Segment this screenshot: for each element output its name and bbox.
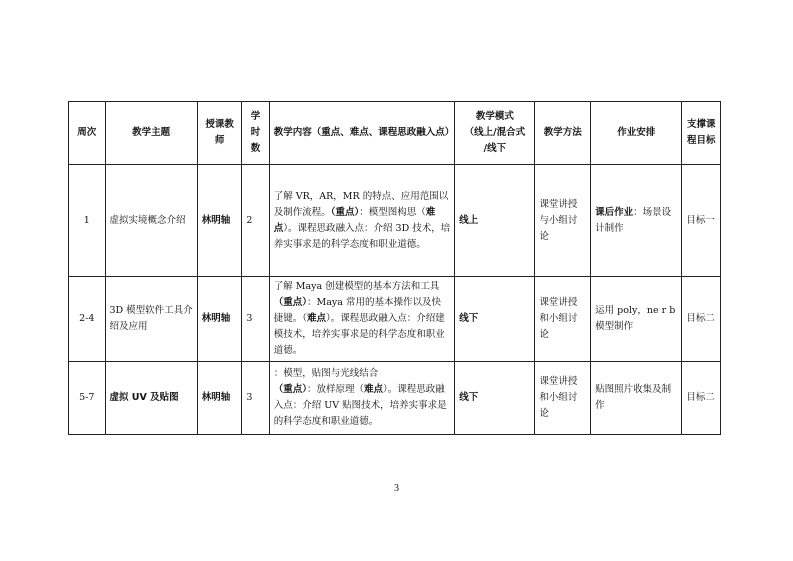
row-hours: 3 (242, 362, 269, 435)
row-content (269, 165, 455, 277)
header-homework: 作业安排 (591, 102, 682, 165)
row-method: 课堂讲授和小组讨论 (535, 277, 591, 362)
row-homework (591, 165, 682, 277)
row-teacher: 林明轴 (197, 362, 242, 435)
row-goal: 目标一 (682, 165, 721, 277)
header-content: 教学内容（重点、难点、课程思政融入点） (269, 102, 455, 165)
row-mode: 线上 (455, 165, 535, 277)
row-week: 5-7 (69, 362, 106, 435)
content-text: 了解 VR，AR，MR 的特点、应用范围以及制作流程。 (273, 190, 449, 218)
row-topic: 虚拟 UV 及贴图 (105, 362, 197, 435)
row-homework (591, 362, 682, 435)
row-content (269, 277, 455, 362)
content-text: 了解 Maya 创建模型的基本方法和工具 (273, 281, 440, 292)
homework-label: 课后作业 (595, 206, 634, 218)
homework-text: ：场景设计制作 (595, 206, 672, 234)
content-text: ）。课程思政融入点：介绍 UV 贴图技术，培养实事求是的科学态度和职业道德。 (273, 384, 447, 427)
teaching-plan-table (68, 101, 721, 435)
content-text: ）。课程思政融入点：介绍 3D 技术，培养实事求是的科学态度和职业道德。 (273, 222, 451, 250)
header-week: 周次 (69, 102, 106, 165)
content-text: ：模型，贴图与光线结合 (273, 368, 379, 379)
row-hours: 3 (242, 277, 269, 362)
header-hours: 学时数 (242, 102, 269, 165)
row-content (269, 362, 455, 435)
row-hours: 2 (242, 165, 269, 277)
content-key-point: （重点） (273, 384, 308, 395)
header-mode-line1: 教学模式 (475, 111, 514, 122)
content-text: ）。课程思政融入点：介绍建模技术，培养实事求是的科学态度和职业道德。 (273, 313, 445, 356)
table-row (69, 362, 721, 435)
header-mode (455, 102, 535, 165)
row-week: 1 (69, 165, 106, 277)
header-teacher: 授课教师 (197, 102, 242, 165)
content-key-point: （重点） (330, 206, 360, 218)
content-key-point: （重点） (273, 297, 308, 308)
row-homework (591, 277, 682, 362)
row-method: 课堂讲授和小组讨论 (535, 362, 591, 435)
header-goal: 支撑课程目标 (682, 102, 721, 165)
content-difficulty: 难点 (307, 313, 327, 324)
row-mode: 线下 (455, 362, 535, 435)
content-text: ：放样原理（ (307, 384, 365, 395)
table-row (69, 277, 721, 362)
row-goal: 目标二 (682, 277, 721, 362)
header-mode-line2: （线上/混合式 (464, 127, 526, 138)
homework-text: 贴图照片收集及制作 (595, 384, 672, 411)
row-goal: 目标二 (682, 362, 721, 435)
row-method: 课堂讲授与小组讨论 (535, 165, 591, 277)
row-teacher: 林明轴 (197, 277, 242, 362)
header-mode-line3: /线下 (483, 143, 507, 154)
header-topic: 教学主题 (105, 102, 197, 165)
header-row (69, 102, 721, 165)
content-difficulty: 难点 (273, 206, 436, 234)
page-number: 3 (394, 483, 399, 494)
row-topic: 虚拟实境概念介绍 (105, 165, 197, 277)
row-mode: 线下 (455, 277, 535, 362)
content-difficulty: 难点 (364, 384, 384, 395)
content-text: ：Maya 常用的基本操作以及快捷键。（ (273, 297, 441, 324)
homework-text: 运用 poly，ne r b 模型制作 (595, 305, 676, 332)
row-teacher: 林明轴 (197, 165, 242, 277)
row-week: 2-4 (69, 277, 106, 362)
table-row (69, 165, 721, 277)
row-topic: 3D 模型软件工具介绍及应用 (105, 277, 197, 362)
header-method: 教学方法 (535, 102, 591, 165)
content-text: ：模型图构思（ (359, 206, 426, 218)
